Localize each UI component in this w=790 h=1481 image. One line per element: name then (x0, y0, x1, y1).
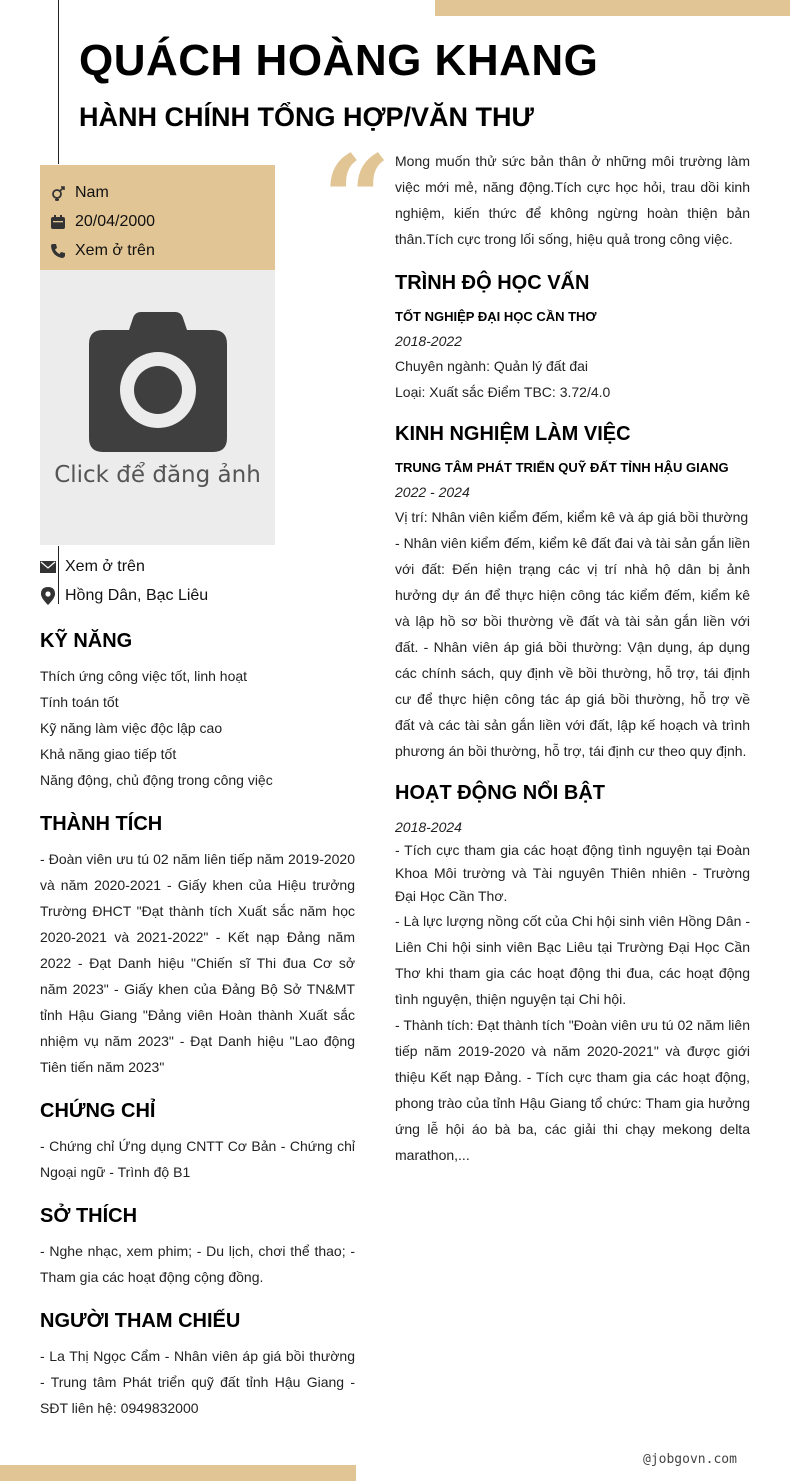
achievements-section (40, 813, 355, 1080)
right-column (395, 148, 750, 1186)
references-title: NGƯỜI THAM CHIẾU (40, 1310, 241, 1332)
experience-section (395, 423, 750, 764)
birthday-row (50, 207, 275, 236)
location-pin-icon (40, 588, 56, 604)
hobbies-text: - Nghe nhạc, xem phim; - Du lịch, chơi thể thao; - Tham gia các hoạt động cộng đồng. (40, 1243, 355, 1285)
candidate-name: QUÁCH HOÀNG KHANG (79, 36, 599, 85)
references-section (40, 1310, 355, 1421)
calendar-icon (50, 214, 66, 230)
skill-item: Thích ứng công việc tốt, linh hoạt (40, 668, 248, 684)
hobbies-section (40, 1205, 355, 1290)
gender-row (50, 178, 275, 207)
activities-section (395, 782, 750, 1168)
certificates-text: - Chứng chỉ Ứng dụng CNTT Cơ Bản - Chứng chỉ Ngoại ngữ - Trình độ B1 (40, 1138, 355, 1180)
skills-section (40, 630, 355, 793)
experience-role: Vị trí: Nhân viên kiểm đếm, kiểm kê và áp giá bồi thường (395, 509, 749, 525)
profile-photo-placeholder[interactable] (40, 270, 275, 545)
phone-icon (50, 243, 66, 259)
skill-item: Kỹ năng làm việc độc lập cao (40, 720, 223, 736)
achievements-text: - Đoàn viên ưu tú 02 năm liên tiếp năm 2019-2020 và năm 2020-2021 - Giấy khen của Hiệu trưởng Trường ĐHCT "Đạt thành tích Xuất sắc năm học 2020-2021 và 2021-2022" - Kết nạp Đảng năm 2022 - Đạt Danh hiệu "Chiến sĩ Thi đua Cơ sở năm 2023" - Giấy khen của Đảng Bộ Sở TN&MT tỉnh Hậu Giang "Đảng viên Hoàn thành Xuất sắc nhiệm vụ năm 2023" - Đạt Danh hiệu "Lao động Tiên tiến năm 2023" (40, 851, 355, 1075)
education-section (395, 272, 750, 405)
left-column (40, 630, 355, 1441)
photo-upload-caption: Click để đăng ảnh (54, 462, 261, 488)
experience-period: 2022 - 2024 (395, 484, 470, 500)
address-row (40, 581, 208, 610)
skill-item: Khả năng giao tiếp tốt (40, 746, 177, 762)
skills-title: KỸ NĂNG (40, 630, 133, 652)
mail-icon (40, 559, 56, 575)
watermark: @jobgovn.com (643, 1452, 737, 1467)
certificates-section (40, 1100, 355, 1185)
career-objective: Mong muốn thử sức bản thân ở những môi trường làm việc mới mẻ, năng động.Tích cực học hỏi, trau dồi kinh nghiệm, kiến thức để không ngừng hoàn thiện bản thân.Tích cực trong lối sống, hiệu quả trong công việc. (395, 153, 750, 247)
activities-title: HOẠT ĐỘNG NỔI BẬT (395, 782, 605, 804)
gender-value: Nam (75, 183, 109, 201)
address-value: Hồng Dân, Bạc Liêu (65, 586, 209, 604)
education-period: 2018-2022 (395, 333, 462, 349)
experience-description: - Nhân viên kiểm đếm, kiểm kê đất đai và tài sản gắn liền với đất: Đến hiện trạng các vị trí nhà hộ dân bị ảnh hưởng dự án để thực hiện công tác kiểm đếm, kiểm kê và lập hồ sơ bồi thường về đất và tài sản gắn liền với đất. - Nhân viên áp giá bồi thường: Vận dụng, áp dụng các chính sách, quy định về bồi thường, hỗ trợ, tái định cư để thực hiện công tác áp giá bồi thường, hỗ trợ về đất và các tài sản gắn liền với đất, lập kế hoạch và trình phương án bồi thường, hỗ trợ, tái định cư theo quy định. (395, 535, 750, 759)
top-accent-bar (435, 0, 790, 16)
activity-item: - Thành tích: Đạt thành tích "Đoàn viên ưu tú 02 năm liên tiếp năm 2019-2020 và năm 2020-2021" và được giới thiệu Kết nạp Đảng. - Tích cực tham gia các hoạt động, phong trào của tỉnh Hậu Giang tổ chức: Tham gia hưởng ứng lễ hội áo bà ba, các giải thi chạy mekong delta marathon,... (395, 1017, 750, 1163)
references-text: - La Thị Ngọc Cẩm - Nhân viên áp giá bồi thường - Trung tâm Phát triển quỹ đất tỉnh Hậu Giang - SĐT liên hệ: 0949832000 (40, 1348, 355, 1416)
skill-item: Năng động, chủ động trong công việc (40, 772, 273, 788)
quote-mark-icon: “ (322, 129, 392, 270)
certificates-title: CHỨNG CHỈ (40, 1100, 156, 1122)
gender-icon (50, 185, 66, 201)
activity-item: - Tích cực tham gia các hoạt động tình nguyện tại Đoàn Khoa Môi trường và Tài nguyên Thiên nhiên - Trường Đại Học Cần Thơ. (395, 842, 750, 904)
bottom-accent-bar (0, 1465, 356, 1481)
header-divider-line (58, 0, 59, 164)
birthday-value: 20/04/2000 (75, 212, 156, 230)
education-title: TRÌNH ĐỘ HỌC VẤN (395, 272, 590, 294)
contact-info (40, 552, 208, 610)
candidate-position: HÀNH CHÍNH TỔNG HỢP/VĂN THƯ (79, 102, 534, 132)
phone-value: Xem ở trên (75, 241, 155, 259)
activities-period: 2018-2024 (395, 819, 462, 835)
activity-item: - Là lực lượng nồng cốt của Chi hội sinh viên Hồng Dân - Liên Chi hội sinh viên Bạc Liêu tại Trường Đại Học Cần Thơ khi tham gia các hoạt động thi đua, các hoạt động tình nguyện, thiện nguyện tại Chi hội. (395, 913, 750, 1007)
education-grade: Loại: Xuất sắc Điểm TBC: 3.72/4.0 (395, 384, 611, 400)
experience-company: TRUNG TÂM PHÁT TRIỂN QUỸ ĐẤT TỈNH HẬU GIANG (395, 460, 729, 475)
education-school: TỐT NGHIỆP ĐẠI HỌC CẦN THƠ (395, 309, 597, 324)
camera-icon (87, 310, 229, 455)
email-row (40, 552, 208, 581)
experience-title: KINH NGHIỆM LÀM VIỆC (395, 423, 631, 445)
personal-info-box (40, 165, 275, 270)
email-value: Xem ở trên (65, 557, 145, 575)
phone-row (50, 236, 275, 265)
achievements-title: THÀNH TÍCH (40, 813, 163, 835)
hobbies-title: SỞ THÍCH (40, 1205, 138, 1227)
education-major: Chuyên ngành: Quản lý đất đai (395, 358, 589, 374)
skill-item: Tính toán tốt (40, 694, 119, 710)
